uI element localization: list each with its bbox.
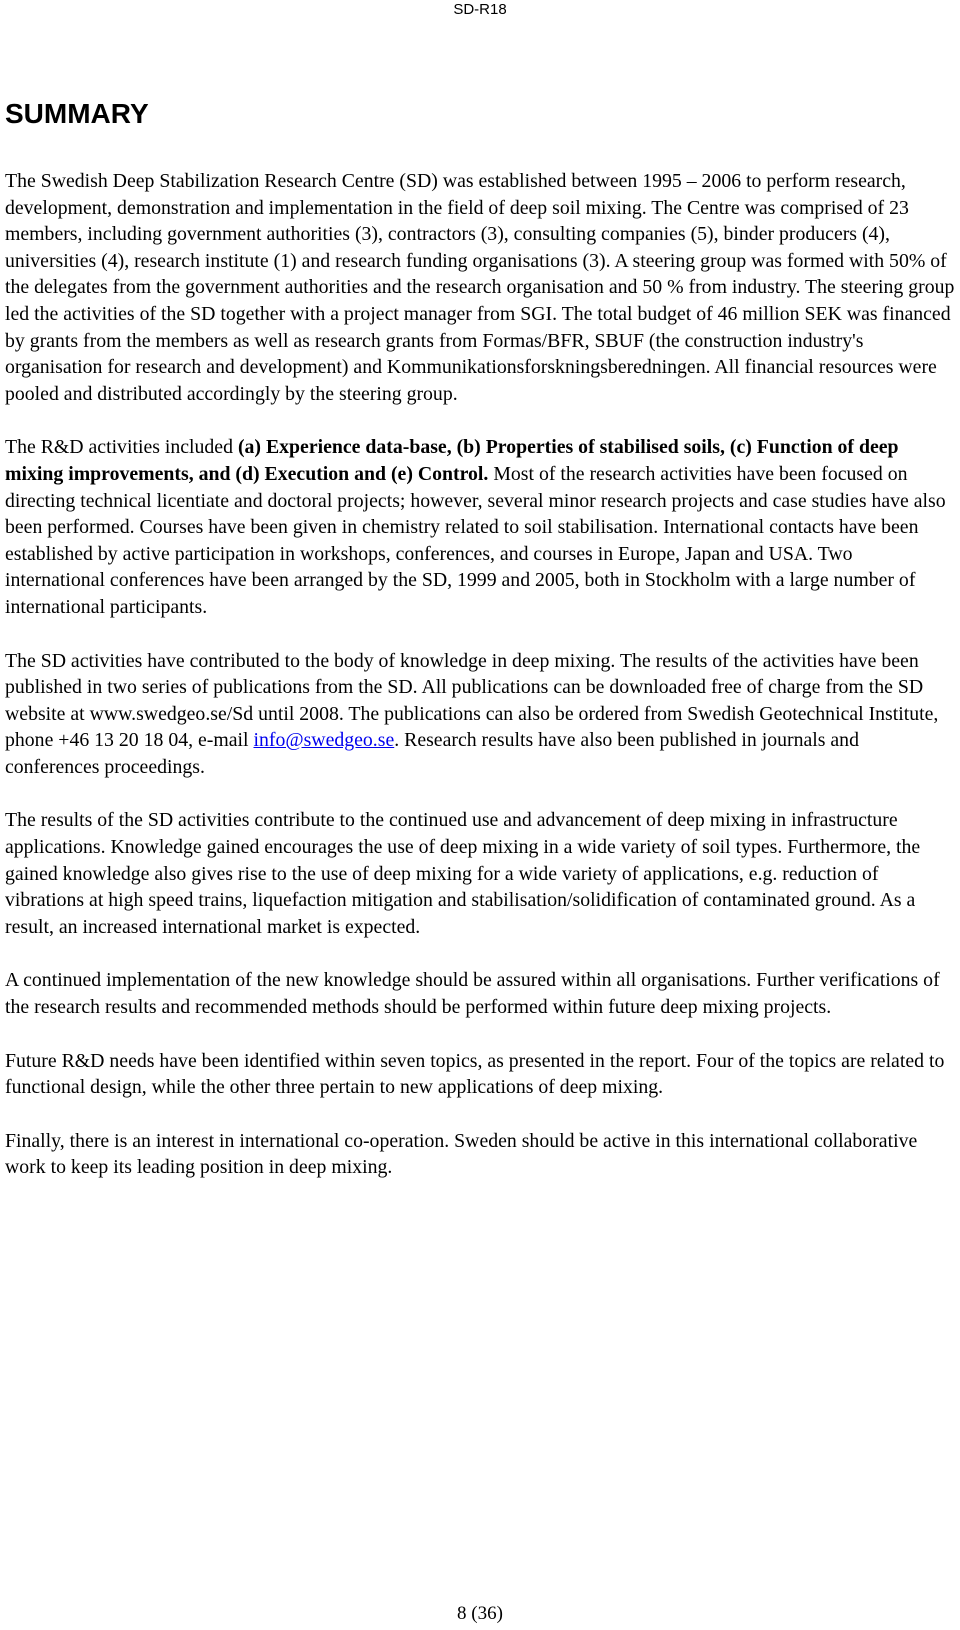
paragraph-future-needs: Future R&D needs have been identified within seven topics, as presented in the report. Four of the topics are related to functional design, while the other three pertain to new applications of deep mixing.	[5, 1049, 945, 1099]
paragraph-text: The SD activities have contributed to the body of knowledge in deep mixing. The results of the activities have been published in two series of publications from the SD. All publications can be downloaded free of charge from the SD website at www.swedgeo.se/Sd until 2008. The publications can also be ordered from Swedish Geotechnical Institute, phone +46 13 20 18 04, e-mail	[5, 649, 939, 752]
summary-body	[5, 168, 957, 1208]
paragraph-implementation: A continued implementation of the new knowledge should be assured within all organisations. Further verifications of the research results and recommended methods should be performed within future deep mixing projects.	[5, 969, 940, 1019]
email-link[interactable]: info@swedgeo.se	[253, 729, 395, 752]
paragraph-text: . Research results have also been published in journals and conferences proceedings.	[5, 729, 859, 778]
paragraph-publications	[5, 648, 957, 781]
paragraph-text: Most of the research activities have been focused on directing technical licentiate and doctoral projects; however, several minor research projects and case studies have also been performed. Courses have been given in chemistry related to soil stabilisation. International contacts have been established by active participation in workshops, conferences, and courses in Europe, Japan and USA. Two international conferences have been arranged by the SD, 1999 and 2005, both in Stockholm with a large number of international participants.	[5, 462, 946, 618]
page-number: 8 (36)	[457, 1603, 503, 1624]
paragraph-international-cooperation: Finally, there is an interest in international co-operation. Sweden should be active in this international collaborative work to keep its leading position in deep mixing.	[5, 1129, 918, 1179]
activities-list-bold: (a) Experience data-base, (b) Properties of stabilised soils, (c) Function of deep mixing improvements, and (d) Execution and (e) Control.	[5, 436, 899, 485]
paragraph-results-contribution: The results of the SD activities contribute to the continued use and advancement of deep mixing in infrastructure applications. Knowledge gained encourages the use of deep mixing in a wide variety of soil types. Furthermore, the gained knowledge also gives rise to the use of deep mixing for a wide variety of applications, e.g. reduction of vibrations at high speed trains, liquefaction mitigation and stabilisation/solidification of contaminated ground. As a result, an increased international market is expected.	[5, 809, 921, 938]
paragraph-centre-background: The Swedish Deep Stabilization Research Centre (SD) was established between 1995 – 2006 to perform research, development, demonstration and implementation in the field of deep soil mixing. The Centre was comprised of 23 members, including government authorities (3), contractors (3), consulting companies (5), binder producers (4), universities (4), research institute (1) and research funding organisations (3). A steering group was formed with 50% of the delegates from the government authorities and the research organisation and 50 % from industry. The steering group led the activities of the SD together with a project manager from SGI. The total budget of 46 million SEK was financed by grants from the members as well as research grants from Formas/BFR, SBUF (the construction industry's organisation for research and development) and Kommunikationsforskningsberedningen. All financial resources were pooled and distributed accordingly by the steering group.	[5, 170, 955, 405]
paragraph-rd-activities	[5, 434, 957, 620]
paragraph-text: The R&D activities included	[5, 436, 238, 459]
running-header: SD-R18	[453, 1, 507, 18]
section-heading: SUMMARY	[5, 98, 149, 129]
